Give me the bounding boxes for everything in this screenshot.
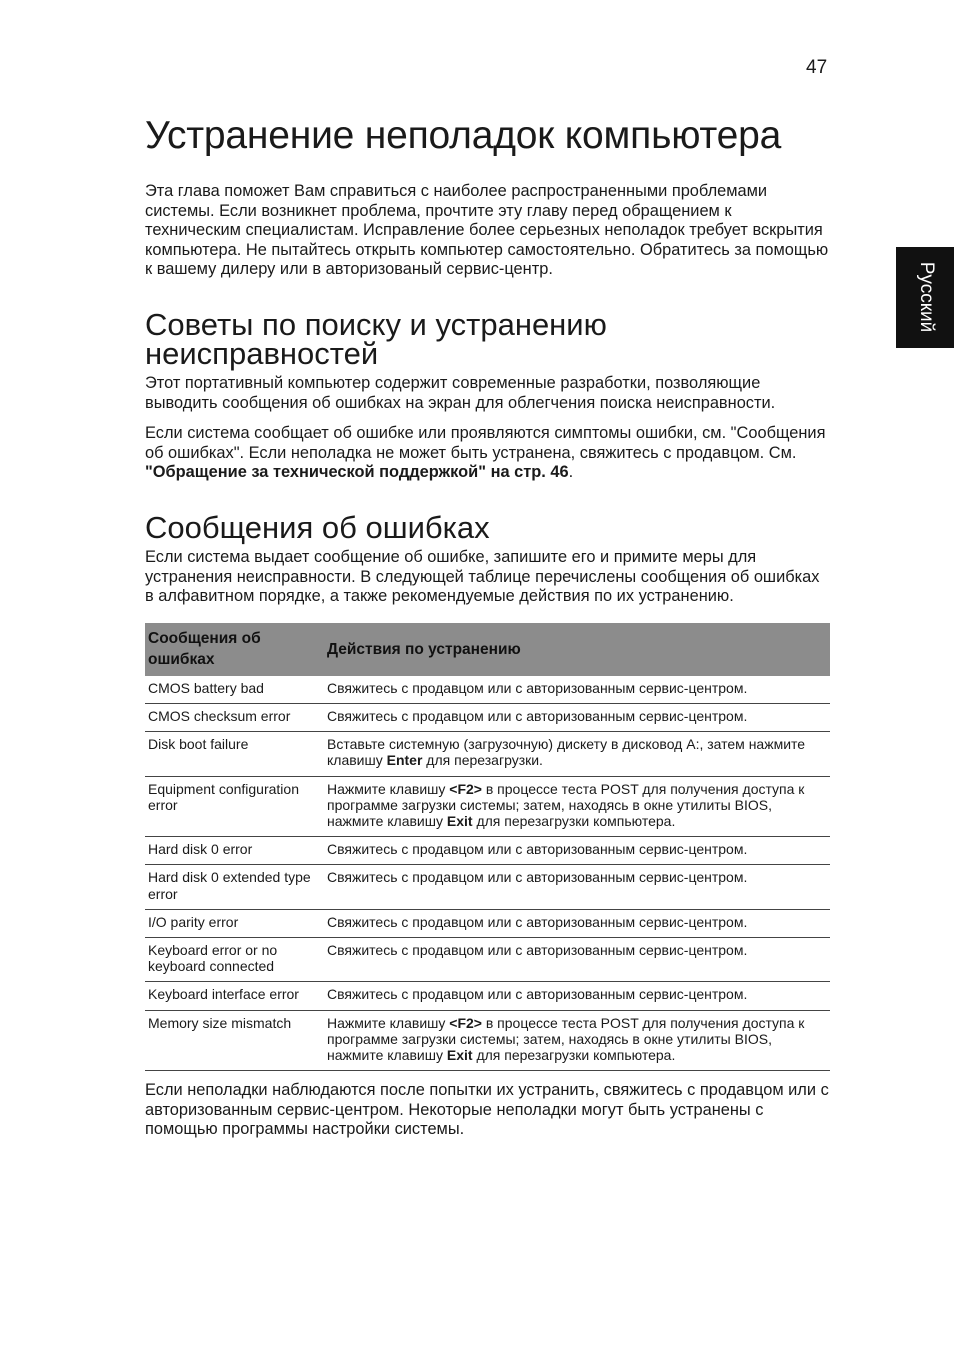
tips-paragraph-1: Этот портативный компьютер содержит современные разработки, позволяющие выводить сообщения об ошибках на экран для облегчения поиска неисправности. bbox=[145, 373, 776, 412]
error-message: Hard disk 0 error bbox=[145, 837, 324, 865]
tips-end: . bbox=[568, 463, 574, 482]
error-action: Свяжитесь с продавцом или с авторизованным сервис-центром. bbox=[324, 909, 830, 937]
key-name: Exit bbox=[446, 812, 473, 829]
key-name: Exit bbox=[446, 1046, 473, 1063]
header-actions: Действия по устранению bbox=[324, 623, 830, 676]
error-message: Disk boot failure bbox=[145, 732, 324, 776]
error-action: Свяжитесь с продавцом или с авторизованным сервис-центром. bbox=[324, 676, 830, 704]
error-message: Hard disk 0 extended type error bbox=[145, 865, 324, 909]
error-message: Keyboard error or no keyboard connected bbox=[145, 937, 324, 981]
section-heading-tips-line2: неисправностей bbox=[145, 335, 379, 371]
error-message: CMOS battery bad bbox=[145, 676, 324, 704]
table-row bbox=[145, 776, 830, 837]
action-text: Вставьте системную (загрузочную) дискету в дисковод A:, затем нажмите клавишу bbox=[327, 736, 806, 769]
tips-paragraph-2 bbox=[145, 424, 830, 483]
action-text: Нажмите клавишу bbox=[327, 780, 450, 797]
error-action: Свяжитесь с продавцом или с авторизованным сервис-центром. bbox=[324, 865, 830, 909]
page-number: 47 bbox=[806, 57, 828, 78]
tips-text: Если система сообщает об ошибке или проявляются симптомы ошибки, см. "Сообщения об ошибках". Если неполадка не может быть устранена, свяжитесь с продавцом. См. bbox=[145, 424, 826, 462]
intro-paragraph: Эта глава поможет Вам справиться с наиболее распространенными проблемами системы. Если возникнет проблема, прочтите эту главу перед обращением к техническим специалистам. Исправление более серьезных неполадок требует вскрытия компьютера. Не пытайтесь открыть компьютер самостоятельно. Обратитесь за помощью к вашему дилеру или в авторизованый сервис-центр. bbox=[145, 182, 829, 279]
key-name: <F2> bbox=[449, 1014, 482, 1031]
error-action: Свяжитесь с продавцом или с авторизованным сервис-центром. bbox=[324, 703, 830, 731]
table-row bbox=[145, 703, 830, 731]
error-message: Memory size mismatch bbox=[145, 1010, 324, 1071]
error-action: Свяжитесь с продавцом или с авторизованным сервис-центром. bbox=[324, 982, 830, 1010]
table-row bbox=[145, 865, 830, 909]
error-action bbox=[324, 776, 830, 837]
header-messages: Сообщения об ошибках bbox=[145, 623, 324, 676]
action-text: для перезагрузки компьютера. bbox=[472, 1046, 676, 1063]
errors-paragraph: Если система выдает сообщение об ошибке, запишите его и примите меры для устранения неисправности. В следующей таблице перечислены сообщения об ошибках в алфавитном порядке, а также рекомендуемые действия по их устранению. bbox=[145, 547, 820, 606]
action-text: для перезагрузки. bbox=[422, 752, 543, 769]
error-action bbox=[324, 1010, 830, 1071]
error-message: Keyboard interface error bbox=[145, 982, 324, 1010]
error-message: I/O parity error bbox=[145, 909, 324, 937]
language-tab bbox=[896, 247, 954, 348]
table-row bbox=[145, 1010, 830, 1071]
page-content bbox=[145, 112, 830, 1140]
error-action: Свяжитесь с продавцом или с авторизованным сервис-центром. bbox=[324, 937, 830, 981]
error-messages-table bbox=[145, 623, 830, 1071]
error-message: CMOS checksum error bbox=[145, 703, 324, 731]
table-row bbox=[145, 732, 830, 776]
table-row bbox=[145, 937, 830, 981]
page-title: Устранение неполадок компьютера bbox=[145, 114, 782, 157]
table-row bbox=[145, 909, 830, 937]
action-text: в процессе теста POST для получения доступа к программе загрузки системы; затем, находясь в окне утилиты BIOS, нажмите клавишу bbox=[327, 1014, 805, 1063]
table-row bbox=[145, 676, 830, 704]
table-row bbox=[145, 837, 830, 865]
table-header-row bbox=[145, 623, 830, 676]
error-action: Свяжитесь с продавцом или с авторизованным сервис-центром. bbox=[324, 837, 830, 865]
key-name: Enter bbox=[386, 752, 423, 769]
action-text: для перезагрузки компьютера. bbox=[472, 812, 676, 829]
section-heading-tips bbox=[145, 306, 830, 371]
error-action bbox=[324, 732, 830, 776]
key-name: <F2> bbox=[449, 780, 482, 797]
outro-paragraph: Если неполадки наблюдаются после попытки их устранить, свяжитесь с продавцом или с авторизованным сервис-центром. Некоторые неполадки могут быть устранены с помощью программы настройки системы. bbox=[145, 1081, 829, 1139]
error-message: Equipment configuration error bbox=[145, 776, 324, 837]
section-heading-errors: Сообщения об ошибках bbox=[145, 509, 490, 545]
action-text: Нажмите клавишу bbox=[327, 1014, 450, 1031]
table-row bbox=[145, 982, 830, 1010]
section-heading-tips-line1: Советы по поиску и устранению bbox=[145, 306, 607, 342]
action-text: в процессе теста POST для получения доступа к программе загрузки системы; затем, находясь в окне утилиты BIOS, нажмите клавишу bbox=[327, 780, 805, 829]
language-tab-label: Русский bbox=[916, 261, 937, 333]
support-reference-link: "Обращение за технической поддержкой" на стр. 46 bbox=[145, 463, 569, 482]
